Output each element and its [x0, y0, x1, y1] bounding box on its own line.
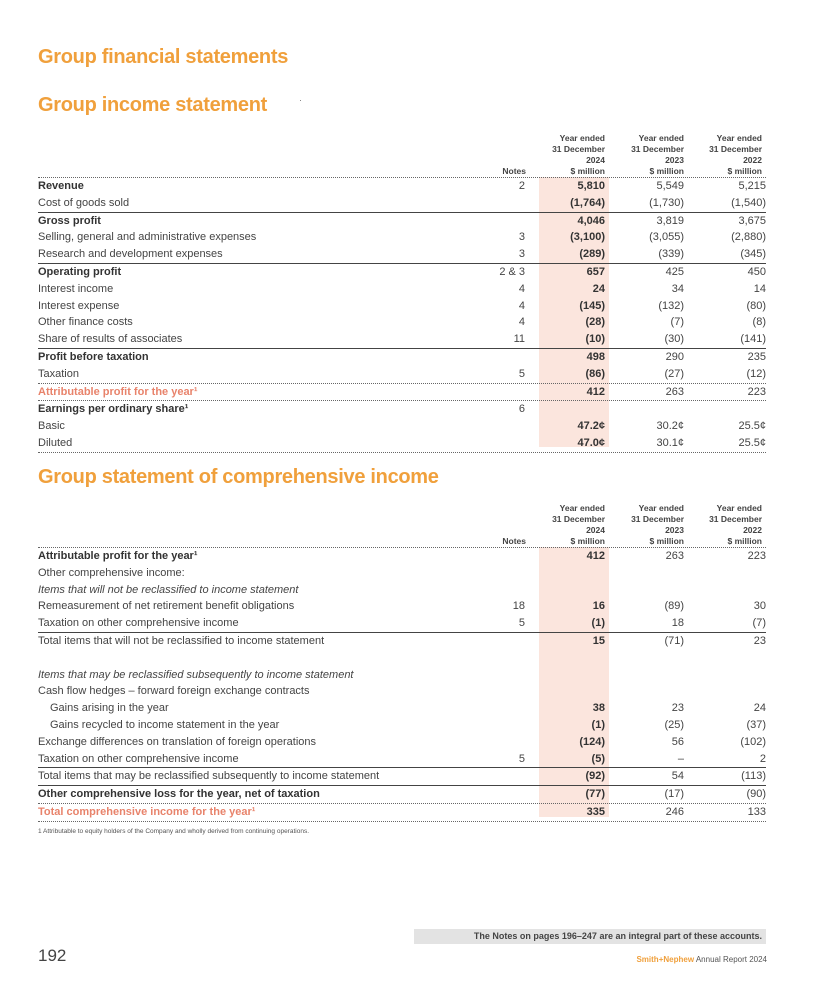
value-2022: (113): [741, 770, 766, 783]
value-2024: (86): [585, 367, 605, 380]
row-note: 6: [518, 403, 525, 416]
footnote: 1 Attributable to equity holders of the Company and wholly derived from continuing operations.: [38, 828, 309, 835]
table-row: [38, 349, 766, 366]
column-header-line: Year ended: [716, 503, 762, 513]
table-row: [38, 633, 766, 650]
table-row: [38, 418, 766, 435]
table-row: [38, 435, 766, 453]
value-2023: (89): [664, 600, 684, 613]
value-2022: 14: [753, 282, 766, 295]
column-header-line: 31 December: [709, 514, 762, 524]
value-2022: (80): [746, 299, 766, 312]
value-2022: (102): [740, 735, 766, 748]
brand-name: Smith+Nephew: [636, 955, 695, 964]
value-2023: 263: [665, 385, 684, 398]
value-2024: (28): [585, 316, 605, 329]
notes-header: Notes: [502, 166, 526, 176]
value-2024: (1): [591, 617, 605, 630]
row-label: Profit before taxation: [38, 350, 149, 363]
value-2022: 450: [747, 265, 766, 278]
table-row: [38, 331, 766, 349]
table-row-spacer: [38, 650, 766, 667]
row-note: 5: [518, 617, 525, 630]
row-label: Gains arising in the year: [50, 702, 169, 715]
row-note: 4: [518, 316, 525, 329]
value-2024: 47.2¢: [577, 420, 605, 433]
value-2022: (141): [740, 333, 766, 346]
page-number: 192: [38, 946, 67, 965]
table-row: [38, 195, 766, 213]
column-header-line: Year ended: [638, 133, 684, 143]
row-label: Other comprehensive loss for the year, net of taxation: [38, 788, 320, 801]
value-2022: (1,540): [731, 196, 766, 209]
row-label: Share of results of associates: [38, 333, 183, 346]
table-row: [38, 246, 766, 264]
table-row: [38, 804, 766, 822]
table-row: [38, 582, 766, 599]
value-2022: (8): [752, 316, 766, 329]
row-label: Revenue: [38, 180, 84, 192]
column-header-line: $ million: [649, 536, 684, 546]
table-row: [38, 548, 766, 565]
value-2023: (132): [658, 299, 684, 312]
column-header-2022: [688, 503, 762, 547]
column-header-2023: [610, 133, 684, 177]
value-2023: 425: [665, 265, 684, 278]
column-header-line: 31 December: [552, 514, 605, 524]
row-label: Total items that may be reclassified subsequently to income statement: [38, 770, 380, 783]
value-2024: (124): [579, 735, 605, 748]
table-row: [38, 700, 766, 717]
section-title: Group financial statements: [38, 46, 289, 68]
column-header-line: 2023: [665, 155, 684, 165]
column-header-line: 2022: [743, 155, 762, 165]
notes-banner-text: The Notes on pages 196–247 are an integral part of these accounts.: [473, 931, 762, 941]
row-label: Interest income: [38, 282, 114, 295]
value-2024: 412: [586, 385, 605, 398]
row-label: Gains recycled to income statement in the year: [50, 718, 280, 731]
table-row: [38, 384, 766, 402]
column-header-2024: [531, 133, 605, 177]
value-2022: 235: [747, 350, 766, 363]
comprehensive-income-table: [38, 503, 766, 818]
value-2022: 2: [759, 752, 766, 765]
value-2024: (92): [585, 770, 605, 783]
column-header-line: $ million: [570, 536, 605, 546]
income-statement-table: [38, 133, 766, 448]
value-2022: 25.5¢: [738, 436, 766, 449]
table-row: [38, 667, 766, 684]
table-row: [38, 786, 766, 804]
value-2022: (345): [740, 248, 766, 261]
value-2023: (339): [658, 248, 684, 261]
row-note: 2 & 3: [499, 265, 525, 278]
value-2024: 16: [592, 600, 605, 613]
table-row: [38, 298, 766, 315]
value-2023: 23: [671, 702, 684, 715]
row-label: Operating profit: [38, 265, 122, 278]
value-2024: 24: [592, 282, 605, 295]
value-2022: 3,675: [738, 214, 766, 227]
column-header-2023: [610, 503, 684, 547]
row-label: Items that may be reclassified subsequently to income statement: [38, 668, 354, 681]
row-label: Remeasurement of net retirement benefit obligations: [38, 600, 295, 613]
row-note: 4: [518, 299, 525, 312]
notes-header: Notes: [502, 536, 526, 546]
value-2024: 38: [592, 702, 605, 715]
row-label: Selling, general and administrative expenses: [38, 231, 257, 244]
value-2024: (77): [585, 788, 605, 801]
table-row: [38, 401, 766, 418]
row-label: Other comprehensive income:: [38, 566, 185, 579]
column-header-line: $ million: [727, 166, 762, 176]
column-header-line: 31 December: [709, 144, 762, 154]
row-label: Earnings per ordinary share¹: [38, 403, 189, 416]
row-note: 2: [518, 180, 525, 192]
value-2024: 412: [586, 550, 605, 562]
row-label: Attributable profit for the year¹: [38, 385, 198, 398]
value-2023: –: [677, 752, 684, 765]
value-2024: 498: [586, 350, 605, 363]
value-2022: (7): [752, 617, 766, 630]
table-row: [38, 178, 766, 195]
value-2023: 18: [671, 617, 684, 630]
column-header-line: 31 December: [631, 144, 684, 154]
value-2023: 3,819: [656, 214, 684, 227]
row-label: Taxation on other comprehensive income: [38, 617, 239, 630]
value-2022: (90): [746, 788, 766, 801]
value-2022: 23: [753, 634, 766, 647]
value-2022: 133: [747, 805, 766, 818]
column-header-2024: [531, 503, 605, 547]
value-2022: (2,880): [731, 231, 766, 244]
column-header-line: $ million: [727, 536, 762, 546]
value-2023: (1,730): [649, 196, 684, 209]
row-label: Cost of goods sold: [38, 196, 130, 209]
column-header-line: $ million: [570, 166, 605, 176]
value-2024: (289): [579, 248, 605, 261]
row-note: 5: [518, 367, 525, 380]
income-statement-title: Group income statement: [38, 94, 267, 116]
table-row: [38, 768, 766, 786]
value-2024: 4,046: [577, 214, 605, 227]
table-row: [38, 264, 766, 281]
value-2024: 335: [586, 805, 605, 818]
column-header-line: 2022: [743, 525, 762, 535]
value-2023: (27): [664, 367, 684, 380]
report-title: Annual Report 2024: [695, 955, 767, 964]
value-2024: (145): [579, 299, 605, 312]
report-footer: [636, 955, 767, 964]
stray-dot: [300, 100, 301, 101]
income-rows: [38, 178, 766, 453]
table-row: [38, 683, 766, 700]
value-2023: (30): [664, 333, 684, 346]
row-label: Cash flow hedges – forward foreign exchange contracts: [38, 685, 310, 698]
row-label: Other finance costs: [38, 316, 133, 329]
comprehensive-income-title: Group statement of comprehensive income: [38, 466, 439, 488]
value-2024: (1,764): [570, 196, 605, 209]
row-note: 3: [518, 248, 525, 261]
row-note: 5: [518, 752, 525, 765]
value-2022: 25.5¢: [738, 420, 766, 433]
value-2024: 5,810: [577, 180, 605, 192]
value-2023: 30.2¢: [656, 420, 684, 433]
column-header-line: 2024: [586, 525, 605, 535]
table-row: [38, 565, 766, 582]
column-header-2022: [688, 133, 762, 177]
table-row: [38, 751, 766, 769]
row-label: Attributable profit for the year¹: [38, 550, 198, 562]
value-2022: 223: [747, 550, 766, 562]
row-label: Items that will not be reclassified to income statement: [38, 583, 299, 596]
value-2022: (37): [746, 718, 766, 731]
column-header-line: 2024: [586, 155, 605, 165]
value-2023: (3,055): [649, 231, 684, 244]
notes-banner: [414, 929, 766, 944]
column-header-line: 31 December: [631, 514, 684, 524]
value-2023: 5,549: [656, 180, 684, 192]
table-row: [38, 213, 766, 230]
table-row: [38, 366, 766, 384]
value-2023: (17): [664, 788, 684, 801]
value-2024: (1): [591, 718, 605, 731]
value-2023: (25): [664, 718, 684, 731]
value-2023: 56: [671, 735, 684, 748]
column-header-line: Year ended: [559, 503, 605, 513]
value-2024: (3,100): [570, 231, 605, 244]
value-2023: 30.1¢: [656, 436, 684, 449]
table-row: [38, 734, 766, 751]
value-2022: (12): [746, 367, 766, 380]
value-2024: (5): [591, 752, 605, 765]
table-row: [38, 229, 766, 246]
column-header-line: $ million: [649, 166, 684, 176]
row-label: Gross profit: [38, 214, 101, 227]
row-label: Total items that will not be reclassified to income statement: [38, 634, 325, 647]
table-row: [38, 314, 766, 331]
value-2022: 223: [747, 385, 766, 398]
value-2024: 15: [592, 634, 605, 647]
row-label: Diluted: [38, 436, 73, 449]
value-2022: 30: [753, 600, 766, 613]
row-label: Research and development expenses: [38, 248, 223, 261]
row-label: Taxation on other comprehensive income: [38, 752, 239, 765]
row-note: 11: [513, 333, 525, 346]
row-label: Basic: [38, 420, 65, 433]
value-2023: 290: [665, 350, 684, 363]
row-label: Taxation: [38, 367, 79, 380]
value-2023: 34: [671, 282, 684, 295]
row-label: Exchange differences on translation of foreign operations: [38, 735, 317, 748]
column-header-line: Year ended: [559, 133, 605, 143]
value-2022: 5,215: [738, 180, 766, 192]
value-2023: 54: [671, 770, 684, 783]
value-2024: 657: [586, 265, 605, 278]
column-header-line: Year ended: [638, 503, 684, 513]
value-2023: (7): [670, 316, 684, 329]
value-2022: 24: [753, 702, 766, 715]
column-header-line: 31 December: [552, 144, 605, 154]
row-label: Interest expense: [38, 299, 120, 312]
value-2024: 47.0¢: [577, 436, 605, 449]
row-note: 4: [518, 282, 525, 295]
row-label: Total comprehensive income for the year¹: [38, 805, 256, 818]
comprehensive-rows: [38, 548, 766, 822]
column-header-line: 2023: [665, 525, 684, 535]
value-2024: (10): [585, 333, 605, 346]
table-row: [38, 615, 766, 633]
table-row: [38, 281, 766, 298]
value-2023: 263: [665, 550, 684, 562]
value-2023: (71): [664, 634, 684, 647]
column-header-line: Year ended: [716, 133, 762, 143]
table-row: [38, 717, 766, 734]
table-row: [38, 598, 766, 615]
row-note: 3: [518, 231, 525, 244]
value-2023: 246: [665, 805, 684, 818]
row-note: 18: [512, 600, 525, 613]
